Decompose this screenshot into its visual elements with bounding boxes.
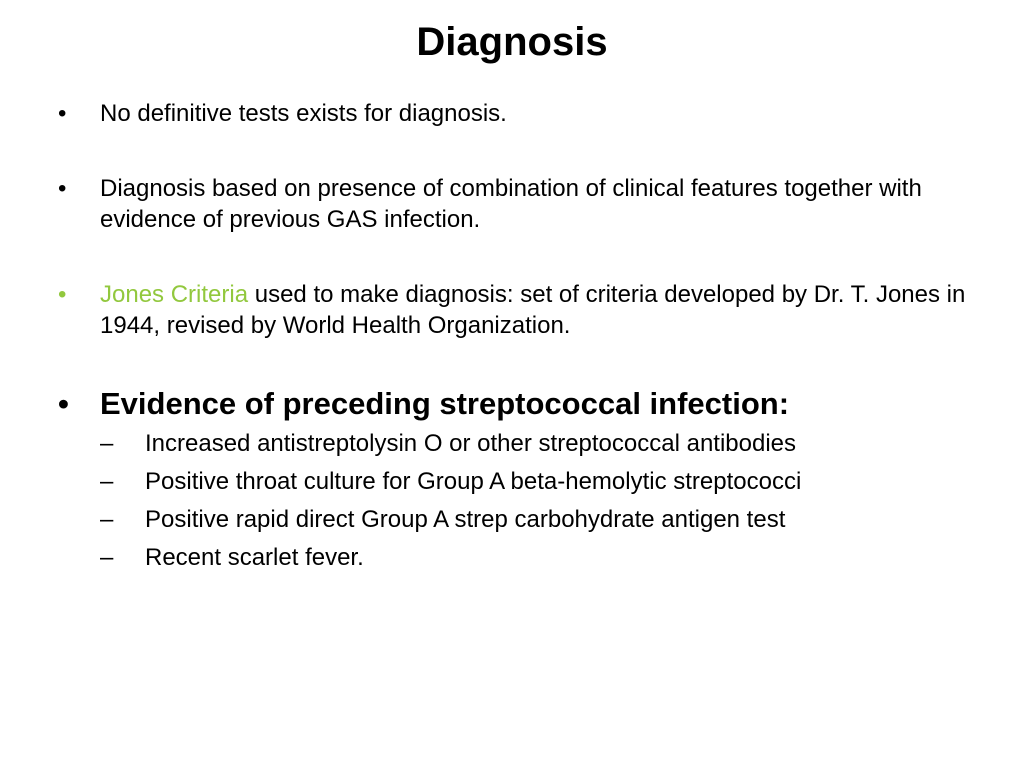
slide-title: Diagnosis	[416, 20, 608, 64]
bullet-text: Evidence of preceding streptococcal infection:	[100, 386, 790, 421]
bullet-marker-accent: •	[58, 281, 67, 308]
bullet-marker: •	[58, 100, 67, 127]
dash-marker: –	[100, 468, 114, 495]
sub-bullet-text: Recent scarlet fever.	[145, 544, 364, 571]
bullet-item	[58, 279, 978, 341]
jones-criteria-highlight: Jones Criteria	[100, 281, 249, 308]
bullet-marker: •	[58, 386, 69, 421]
sub-bullet-text: Increased antistreptolysin O or other streptococcal antibodies	[145, 430, 797, 457]
bullet-list	[58, 98, 978, 577]
bullet-text: Diagnosis based on presence of combination of clinical features together with evidence of previous GAS infection.	[100, 175, 922, 233]
sub-bullet-item	[100, 425, 978, 463]
bullet-text: used to make diagnosis: set of criteria developed by Dr. T. Jones in 1944, revised by World Health Organization.	[100, 281, 966, 339]
bullet-item-heading	[58, 385, 978, 577]
dash-marker: –	[100, 506, 114, 533]
bullet-marker: •	[58, 175, 67, 202]
sub-bullet-list	[100, 425, 978, 577]
bullet-item	[58, 173, 978, 235]
sub-bullet-item	[100, 501, 978, 539]
sub-bullet-text: Positive rapid direct Group A strep carbohydrate antigen test	[145, 506, 786, 533]
sub-bullet-item	[100, 463, 978, 501]
sub-bullet-item	[100, 539, 978, 577]
bullet-text: No definitive tests exists for diagnosis.	[100, 100, 507, 127]
sub-bullet-text: Positive throat culture for Group A beta-hemolytic streptococci	[145, 468, 802, 495]
bullet-item	[58, 98, 978, 129]
dash-marker: –	[100, 544, 114, 571]
dash-marker: –	[100, 430, 114, 457]
